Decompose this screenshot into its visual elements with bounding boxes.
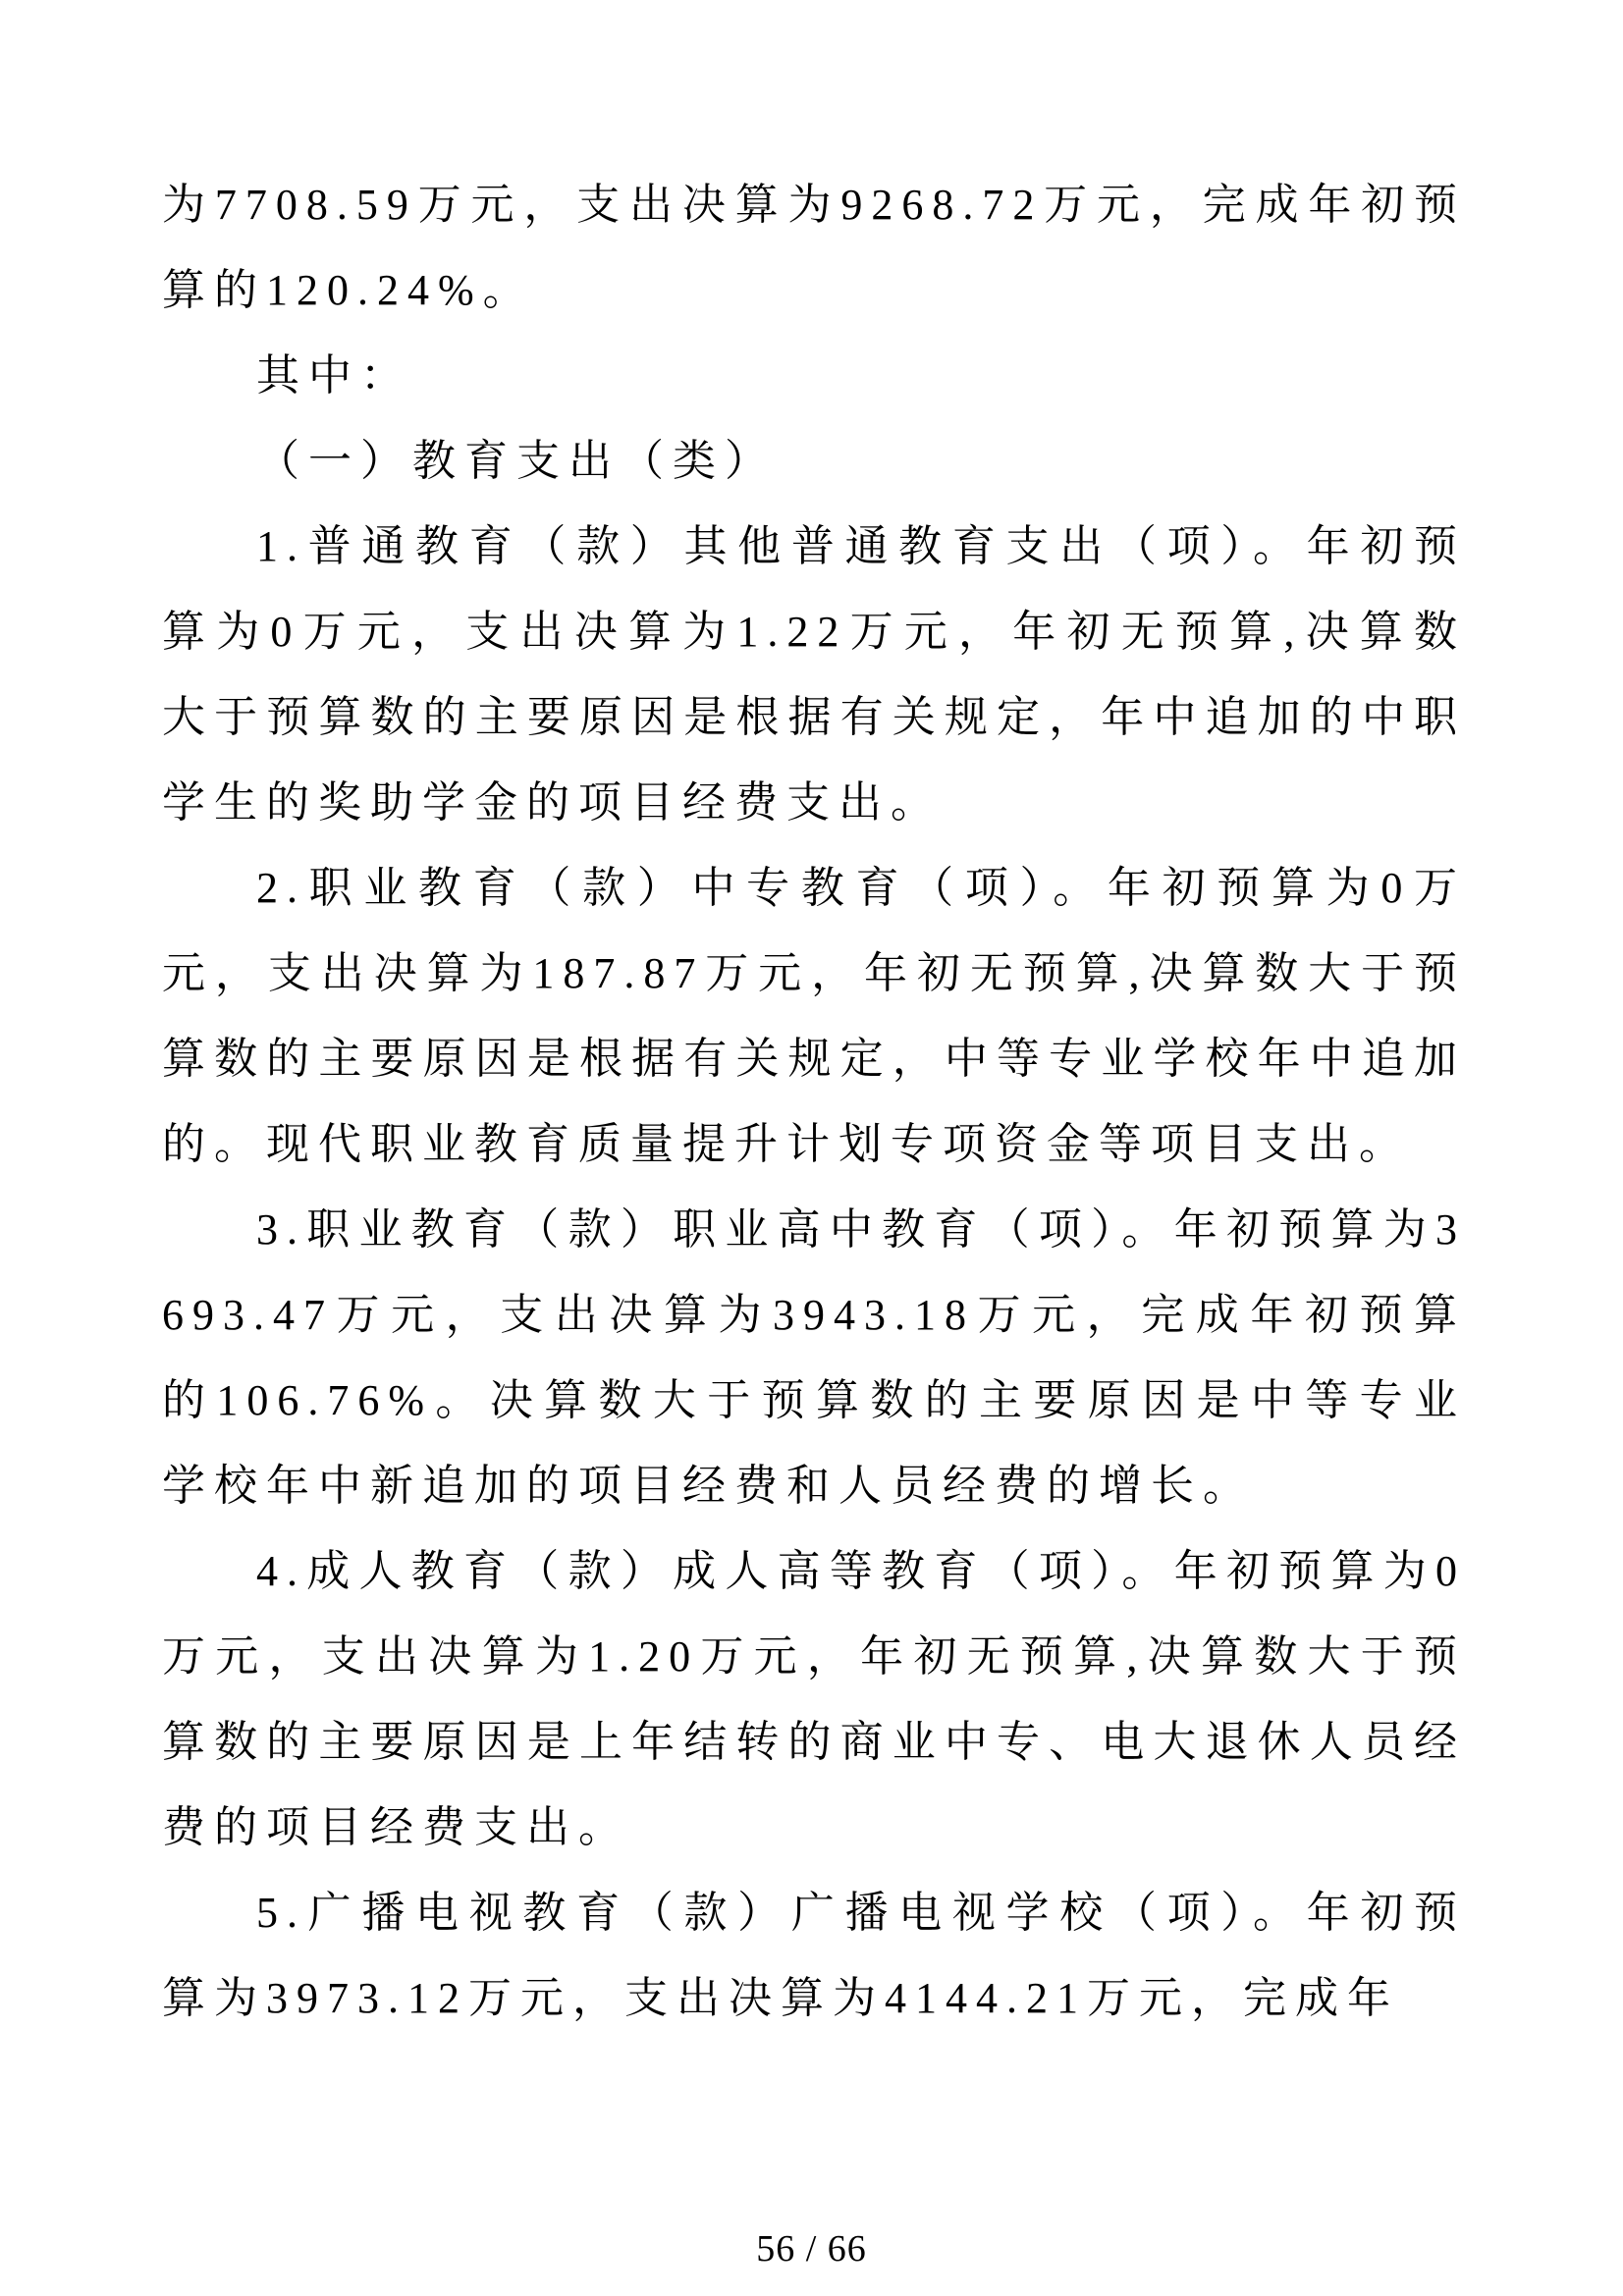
item-4-adult-higher-education: 4.成人教育（款）成人高等教育（项）。年初预算为0万元，支出决算为1.20万元，年初无预算,决算数大于预算数的主要原因是上年结转的商业中专、电大退休人员经费的项目经费支出。 (162, 1547, 1466, 1851)
paragraph-among-which: 其中： (256, 351, 412, 400)
document-body (162, 162, 1466, 2041)
item-1-general-education: 1.普通教育（款）其他普通教育支出（项）。年初预算为0万元，支出决算为1.22万元，年初无预算,决算数大于预算数的主要原因是根据有关规定，年中追加的中职学生的奖助学金的项目经费支出。 (162, 522, 1466, 827)
item-3-vocational-high-school: 3.职业教育（款）职业高中教育（项）。年初预算为3693.47万元，支出决算为3943.18万元，完成年初预算的106.76%。决算数大于预算数的主要原因是中等专业学校年中新追加的项目经费和人员经费的增长。 (162, 1205, 1466, 1510)
page-number: 56 / 66 (756, 2228, 867, 2269)
item-2-vocational-education-secondary: 2.职业教育（款）中专教育（项）。年初预算为0万元，支出决算为187.87万元，年初无预算,决算数大于预算数的主要原因是根据有关规定，中等专业学校年中追加的。现代职业教育质量提升计划专项资金等项目支出。 (162, 864, 1466, 1168)
item-5-radio-tv-education: 5.广播电视教育（款）广播电视学校（项）。年初预算为3973.12万元，支出决算为4144.21万元，完成年 (162, 1889, 1466, 2022)
page-footer (0, 2227, 1623, 2270)
section-heading-education-expenditure: （一）教育支出（类） (256, 437, 777, 485)
paragraph-continuation-total: 为7708.59万元，支出决算为9268.72万元，完成年初预算的120.24%。 (162, 181, 1466, 314)
